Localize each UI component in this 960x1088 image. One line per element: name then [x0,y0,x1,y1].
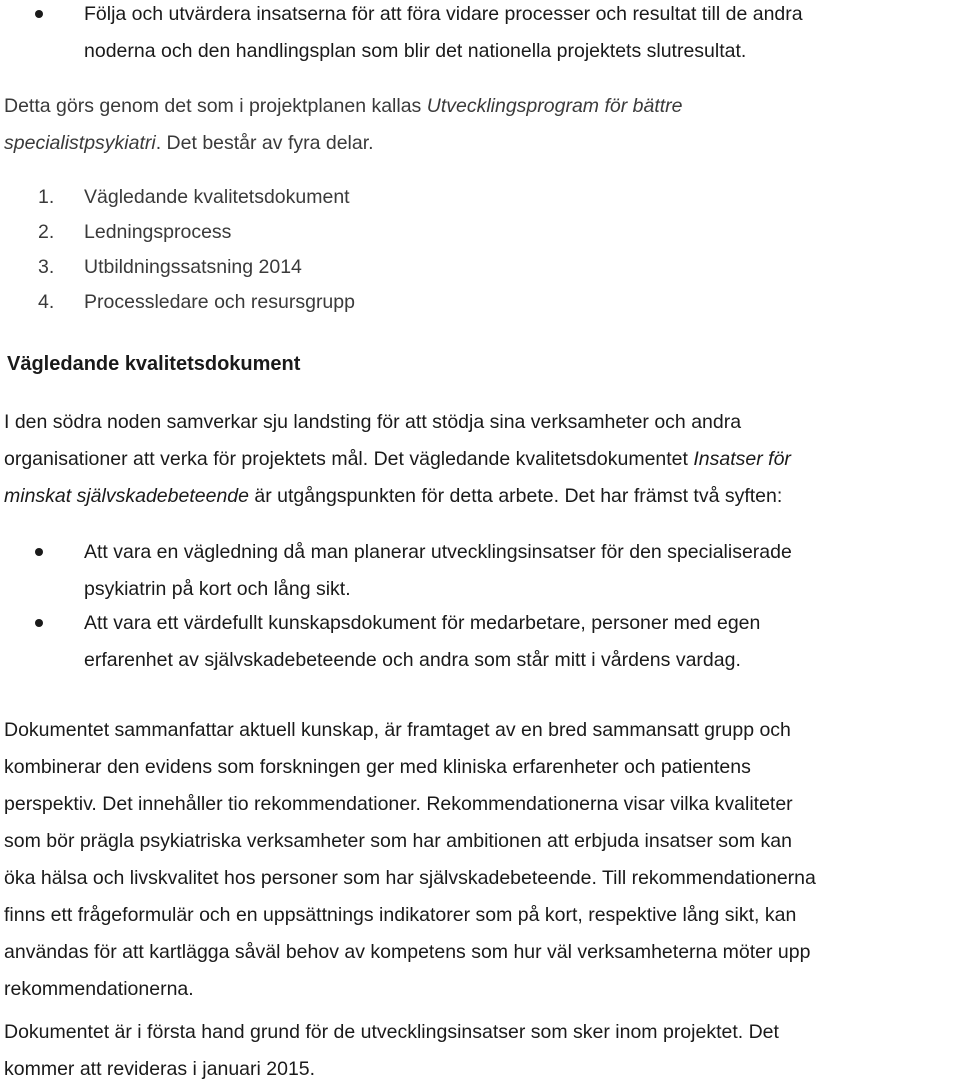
paragraph-line: I den södra noden samverkar sju landsting för att stödja sina verksamheter och andra [4,411,742,433]
paragraph-line: finns ett frågeformulär och en uppsättnings indikatorer som på kort, respektive lång sikt, kan [4,904,797,926]
paragraph-text: är utgångspunkten för detta arbete. Det har främst två syften: [248,485,783,507]
bullet-line: Att vara ett värdefullt kunskapsdokument för medarbetare, personer med egen [84,612,761,634]
list-label: Utbildningssatsning 2014 [84,256,302,278]
summary-paragraph [4,712,956,1008]
bullet-icon [35,548,43,556]
list-number: 2. [38,221,55,243]
section-paragraph [4,404,956,515]
paragraph-line: Dokumentet är i första hand grund för de utvecklingsinsatser som sker inom projektet. Det [4,1021,779,1043]
bullet-line: psykiatrin på kort och lång sikt. [84,578,351,600]
program-text: Detta görs genom det som i projektplanen kallas [4,95,427,117]
paragraph-line: användas för att kartlägga såväl behov av kompetens som hur väl verksamheterna möter upp [4,941,811,963]
paragraph-text: organisationer att verka för projektets mål. Det vägledande kvalitetsdokumentet [4,448,694,470]
list-label: Ledningsprocess [84,221,232,243]
intro-bullet-line: Följa och utvärdera insatserna för att föra vidare processer och resultat till de andra [84,3,803,25]
intro-bullet-line: noderna och den handlingsplan som blir det nationella projektets slutresultat. [84,40,747,62]
intro-bullet [84,0,956,70]
program-title: specialistpsykiatri [4,132,156,154]
closing-paragraph [4,1014,956,1088]
parts-list-item [38,285,355,320]
program-paragraph [4,88,956,162]
purpose-bullet [84,605,956,679]
paragraph-line: kommer att revideras i januari 2015. [4,1058,316,1080]
list-label: Vägledande kvalitetsdokument [84,186,350,208]
section-heading: Vägledande kvalitetsdokument [7,353,301,375]
document-title: minskat självskadebeteende [4,485,249,507]
paragraph-line: som bör prägla psykiatriska verksamheter som har ambitionen att erbjuda insatser som kan [4,830,792,852]
list-number: 4. [38,291,55,313]
paragraph-line: perspektiv. Det innehåller tio rekommendationer. Rekommendationerna visar vilka kvaliteter [4,793,793,815]
program-text: . Det består av fyra delar. [155,132,374,154]
paragraph-line: kombinerar den evidens som forskningen ger med kliniska erfarenheter och patientens [4,756,751,778]
program-title: Utvecklingsprogram för bättre [426,95,683,117]
paragraph-line: rekommendationerna. [4,978,194,1000]
bullet-line: Att vara en vägledning då man planerar utvecklingsinsatser för den specialiserade [84,541,792,563]
parts-list-item [38,180,355,215]
paragraph-line: öka hälsa och livskvalitet hos personer som har självskadebeteende. Till rekommendationerna [4,867,816,889]
purpose-bullet [84,534,956,608]
bullet-line: erfarenhet av självskadebeteende och andra som står mitt i vårdens vardag. [84,649,741,671]
parts-list-item [38,250,355,285]
bullet-icon [35,10,43,18]
paragraph-line: Dokumentet sammanfattar aktuell kunskap, är framtaget av en bred sammansatt grupp och [4,719,791,741]
bullet-icon [35,619,43,627]
list-label: Processledare och resursgrupp [84,291,355,313]
parts-list-item [38,215,355,250]
list-number: 3. [38,256,55,278]
document-title: Insatser för [693,448,791,470]
list-number: 1. [38,186,55,208]
parts-list [38,180,355,320]
